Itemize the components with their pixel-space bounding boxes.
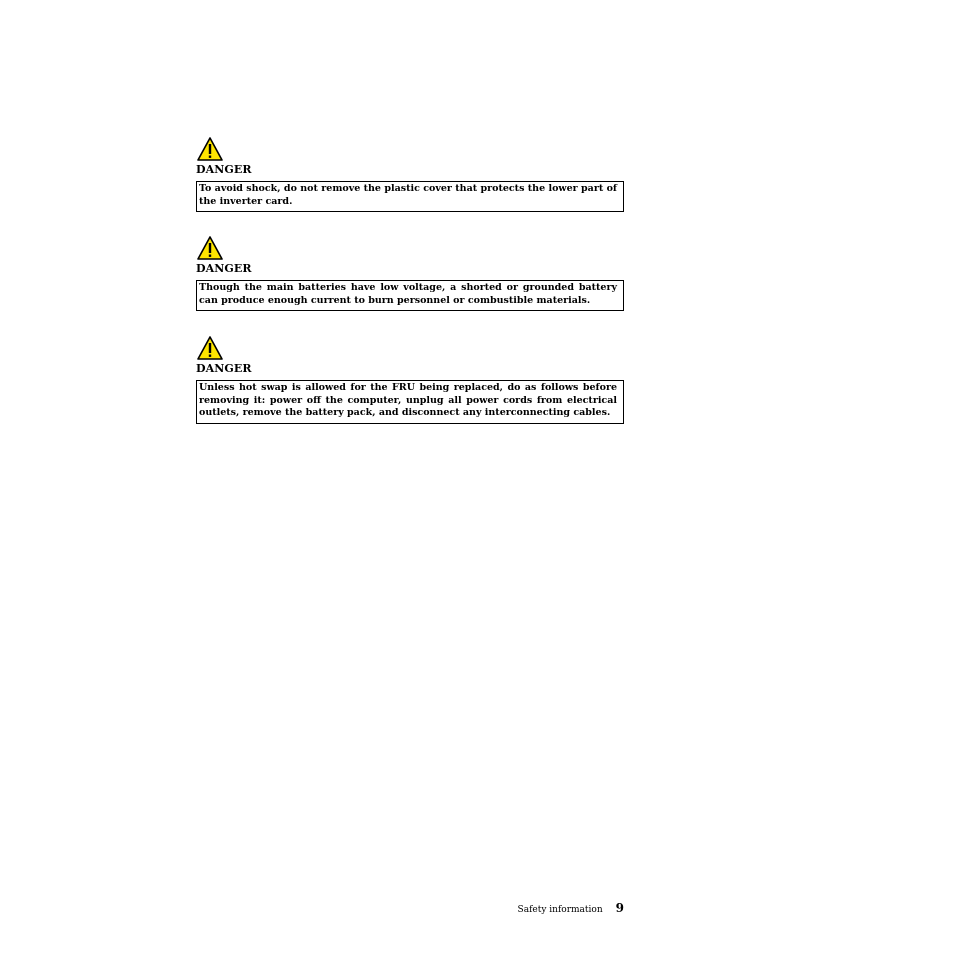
danger-label: DANGER [196, 262, 252, 275]
page-footer [518, 901, 624, 915]
warning-triangle-icon [196, 235, 224, 261]
page-number: 9 [615, 901, 624, 915]
warning-triangle-icon [196, 136, 224, 162]
danger-message-box: To avoid shock, do not remove the plastic cover that protects the lower part of the inverter card. [196, 181, 624, 212]
danger-message-box: Unless hot swap is allowed for the FRU being replaced, do as follows before removing it: power off the computer, unplug all power cords from electrical outlets, remove the battery pack, and disconnect any interconnecting cables. [196, 380, 624, 424]
danger-notice [196, 335, 624, 424]
danger-message-box: Though the main batteries have low voltage, a shorted or grounded battery can produce enough current to burn personnel or combustible materials. [196, 280, 624, 311]
danger-notice [196, 136, 624, 212]
danger-notice [196, 235, 624, 311]
warning-triangle-icon [196, 335, 224, 361]
danger-label: DANGER [196, 163, 252, 176]
footer-section-title: Safety information [517, 905, 603, 915]
danger-label: DANGER [196, 362, 252, 375]
